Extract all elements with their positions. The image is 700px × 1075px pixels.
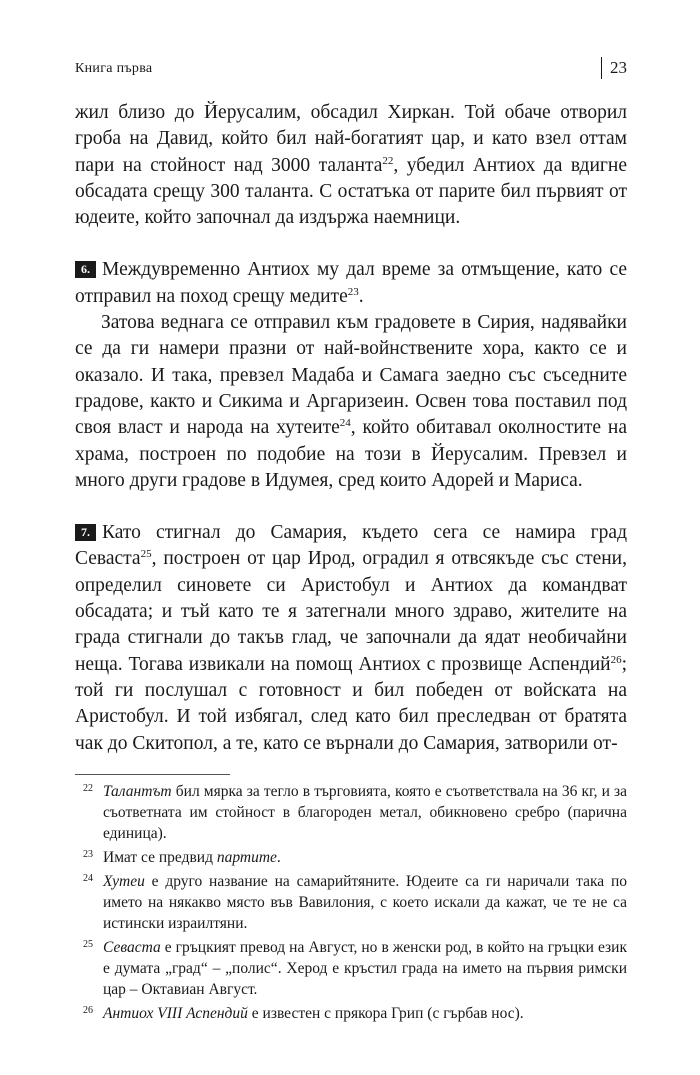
footnote-text: Имат се предвид — [103, 849, 217, 866]
footnote-term: Талантът — [103, 783, 172, 800]
footnote-number: 23 — [83, 849, 93, 860]
footnote-number: 25 — [83, 939, 93, 950]
footnote-term: Антиох VIII Аспендий — [103, 1005, 248, 1022]
main-text — [75, 100, 627, 757]
page-number: 23 — [601, 57, 627, 79]
paragraph-text: Като стигнал до Самария, където сега се намира град Севаста — [75, 522, 627, 570]
footnote-ref: 23 — [347, 285, 359, 298]
footnote-divider — [75, 774, 230, 775]
paragraph-text: Затова веднага се отправил към градовете в Сирия, надявайки се да ги намери празни от най-войнствените хора, както се и оказало. И така, превзел Мадаба и Самага заедно със съседните градове, както и Сикима и Аргаризеин. Освен това поставил под своя власт и народа на хутеите — [75, 312, 627, 439]
paragraph — [75, 310, 627, 494]
footnote — [75, 871, 627, 934]
footnote-ref: 25 — [140, 548, 152, 561]
paragraph-text: ; той ги послушал с готовност и бил победен от войската на Аристобул. И той избягал, след като бил преследван от братята чак до Скитопол, а те, като се върнали до Самария, затворили от- — [75, 653, 627, 754]
paragraph-text: жил близо до Йерусалим, обсадил Хиркан. Той обаче отворил гроба на Давид, който бил най-богатият цар, и като взел оттам пари на стойност над 3000 таланта — [75, 102, 627, 176]
footnote-term: партите — [216, 849, 277, 866]
footnote-ref: 24 — [339, 417, 351, 430]
footnote — [75, 781, 627, 844]
footnote-text: . — [276, 849, 281, 866]
running-header — [75, 57, 627, 83]
section-paragraph — [75, 520, 627, 757]
footnote-number: 22 — [83, 783, 93, 794]
footnote — [75, 847, 627, 868]
footnote-ref: 22 — [382, 154, 394, 167]
footnote — [75, 1003, 627, 1024]
footnote-number: 26 — [83, 1005, 93, 1016]
footnote-text: е друго название на самарийтяните. Юдеите са ги наричали така по името на някакво място във Вавилония, с което искали да кажат, че те не са истински израилтяни. — [103, 873, 627, 932]
paragraph-text: , който обитавал околностите на храма, построен по подобие на този в Йерусалим. Превзел и много други градове в Идумея, сред които Адорей и Мариса. — [75, 417, 627, 491]
paragraph — [75, 100, 627, 231]
section-number-badge: 7. — [75, 524, 96, 541]
footnote-number: 24 — [83, 873, 93, 884]
paragraph-text: , убедил Антиох да вдигне обсадата срещу 300 таланта. С остатъка от парите бил първият от юдеите, който започнал да издържа наемници. — [75, 154, 627, 229]
section-paragraph — [75, 257, 627, 310]
footnote-term: Севаста — [103, 939, 161, 956]
running-title: Книга първа — [75, 61, 153, 76]
footnote — [75, 937, 627, 1000]
footnote-term: Хутеи — [103, 873, 145, 890]
footnotes — [75, 781, 627, 1027]
section-number-badge: 6. — [75, 261, 96, 278]
footnote-text: е гръцкият превод на Август, но в женски род, в който на гръцки език е думата „град“ – „полис“. Херод е кръстил града на името на първия римски цар – Октавиан Август. — [103, 939, 627, 998]
paragraph-text: , построен от цар Ирод, оградил я отвсякъде със стени, определил синовете си Аристобул и Антиох да командват обсадата; и тъй като те я затегнали много здраво, жителите на града стигнали до такъв глад, че започнали да ядат необичайни неща. Тогава извикали на помощ Антиох с прозвище Аспендий — [75, 548, 627, 675]
footnote-text: е известен с прякора Грип (с гърбав нос). — [247, 1005, 524, 1022]
footnote-text: бил мярка за тегло в търговията, която е съответствала на 36 кг, и за съответната им стойност в благороден метал, обикновено сребро (парична единица). — [103, 783, 627, 842]
footnote-ref: 26 — [610, 653, 622, 666]
paragraph-text: . — [358, 285, 364, 307]
paragraph-text: Междувременно Антиох му дал време за отмъщение, като се отправил на поход срещу медите — [75, 259, 627, 307]
